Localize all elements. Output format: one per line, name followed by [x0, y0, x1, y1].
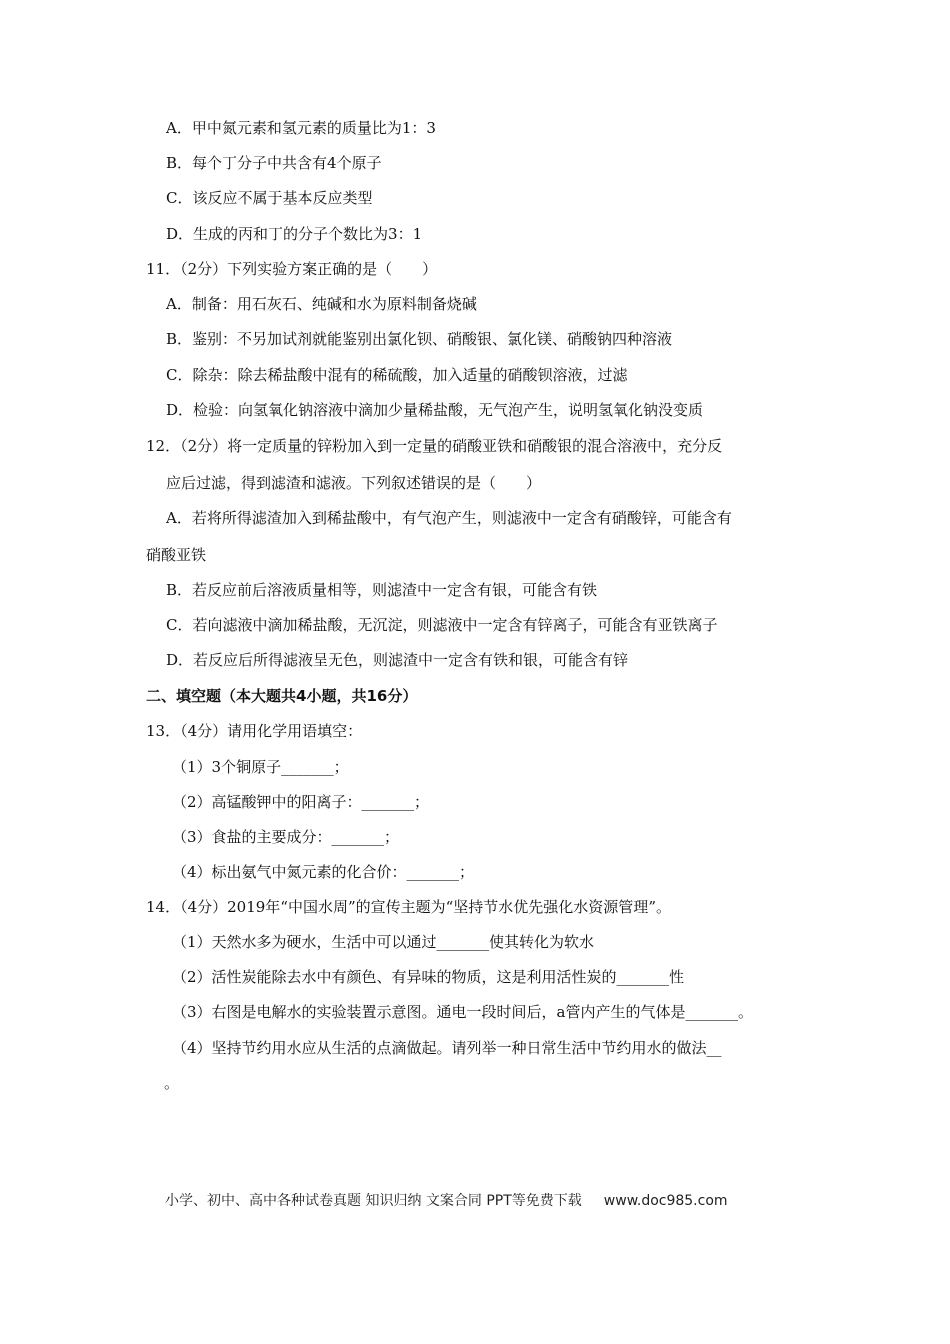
q14-item-2: （2）活性炭能除去水中有颜色、有异味的物质，这是利用活性炭的_______性 [172, 968, 685, 986]
q12-stem-line1: 12．（2分）将一定质量的锌粉加入到一定量的硝酸亚铁和硝酸银的混合溶液中，充分反 [146, 437, 723, 455]
section-heading: 二、填空题（本大题共4小题，共16分） [146, 687, 418, 705]
q11-stem: 11．（2分）下列实验方案正确的是（ ） [146, 260, 438, 278]
q12-stem-line2: 应后过滤，得到滤渣和滤液。下列叙述错误的是（ ） [166, 474, 542, 492]
q12-option-c: C．若向滤液中滴加稀盐酸，无沉淀，则滤液中一定含有锌离子，可能含有亚铁离子 [166, 616, 718, 634]
q10-option-d: D．生成的丙和丁的分子个数比为3：1 [166, 225, 423, 243]
q13-item-3: （3）食盐的主要成分：_______； [172, 828, 400, 846]
footer-url[interactable]: www.doc985.com [603, 1193, 728, 1209]
q10-option-a: A．甲中氮元素和氢元素的质量比为1：3 [166, 119, 436, 137]
q11-option-b: B．鉴别：不另加试剂就能鉴别出氯化钡、硝酸银、氯化镁、硝酸钠四种溶液 [166, 330, 673, 348]
footer-text: 小学、初中、高中各种试卷真题 知识归纳 文案合同 PPT等免费下载 [165, 1193, 582, 1209]
q12-option-a-line2: 硝酸亚铁 [146, 546, 207, 564]
q11-option-d: D．检验：向氢氧化钠溶液中滴加少量稀盐酸，无气泡产生，说明氢氧化钠没变质 [166, 401, 704, 419]
q12-option-d: D．若反应后所得滤液呈无色，则滤渣中一定含有铁和银，可能含有锌 [166, 651, 629, 669]
page-footer [165, 1190, 728, 1210]
q12-option-b: B．若反应前后溶液质量相等，则滤渣中一定含有银，可能含有铁 [166, 581, 598, 599]
q11-option-a: A．制备：用石灰石、纯碱和水为原料制备烧碱 [166, 295, 477, 313]
q13-item-2: （2）高锰酸钾中的阳离子：_______； [172, 793, 430, 811]
q13-item-1: （1）3个铜原子_______； [172, 758, 349, 776]
q13-stem: 13．（4分）请用化学用语填空： [146, 722, 363, 740]
q14-item-1: （1）天然水多为硬水，生活中可以通过_______使其转化为软水 [172, 933, 595, 951]
q14-item-3: （3）右图是电解水的实验装置示意图。通电一段时间后，a管内产生的气体是_______。 [172, 1003, 753, 1021]
q10-option-b: B．每个丁分子中共含有4个原子 [166, 154, 382, 172]
q12-option-a-line1: A．若将所得滤渣加入到稀盐酸中，有气泡产生，则滤液中一定含有硝酸锌，可能含有 [166, 509, 732, 527]
q10-option-c: C．该反应不属于基本反应类型 [166, 189, 373, 207]
q14-item-4: （4）坚持节约用水应从生活的点滴做起。请列举一种日常生活中节约用水的做法__ [172, 1039, 722, 1057]
q13-item-4: （4）标出氨气中氮元素的化合价：_______； [172, 863, 475, 881]
q11-option-c: C．除杂：除去稀盐酸中混有的稀硫酸，加入适量的硝酸钡溶液，过滤 [166, 366, 628, 384]
q14-item-4-tail: 。 [164, 1074, 180, 1092]
q14-stem: 14．（4分）2019年“中国水周”的宣传主题为“坚持节水优先强化水资源管理”。 [146, 898, 671, 916]
